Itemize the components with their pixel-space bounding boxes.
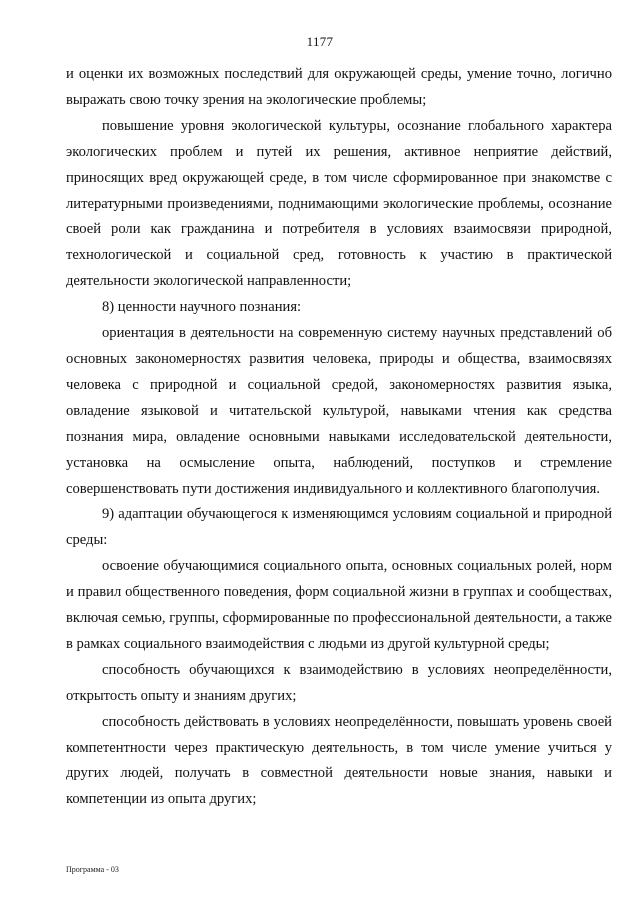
paragraph-social-experience: освоение обучающимися социального опыта, основных социальных ролей, норм и правил общественного поведения, форм социальной жизни в группах и сообществах, включая семью, группы, сформированные по профессиональной деятельности, а также в рамках социального взаимодействия с людьми из другой культурной среды; <box>66 558 612 652</box>
paragraph-act-under-uncertainty: способность действовать в условиях неопределённости, повышать уровень своей компетентности через практическую деятельность, в том числе умение учиться у других людей, получать в совместной деятельности новые знания, навыки и компетенции из опыта других; <box>66 713 612 808</box>
page-number: 1177 <box>306 34 334 49</box>
paragraph-scientific-orientation: ориентация в деятельности на современную систему научных представлений об основных закономерностях развития человека, природы и общества, взаимосвязях человека с природной и социальной средой, закономерностях развития языка, овладение языковой и читательской культурой, навыками чтения как средства познания мира, овладение основными навыками исследовательской деятельности, установка на осмысление опыта, наблюдений, поступков и стремление совершенствовать пути достижения индивидуального и коллективного благополучия. <box>66 325 612 497</box>
paragraph-ecological-culture: повышение уровня экологической культуры, осознание глобального характера экологических проблем и путей их решения, активное неприятие действий, приносящих вред окружающей среде, в том числе сформированное при знакомстве с литературными произведениями, поднимающими экологические проблемы, осознание своей роли как гражданина и потребителя в условиях взаимосвязи природной, технологической и социальной сред, готовность к участию в практической деятельности экологической направленности; <box>66 117 612 290</box>
section-heading-scientific-knowledge: 8) ценности научного познания: <box>102 299 302 316</box>
paragraph-interaction-ability: способность обучающихся к взаимодействию в условиях неопределённости, открытость опыту и знаниям других; <box>66 661 612 704</box>
document-body <box>66 62 612 813</box>
paragraph-continuation: и оценки их возможных последствий для окружающей среды, умение точно, логично выражать свою точку зрения на экологические проблемы; <box>66 66 612 108</box>
footer-program-label: Программа - 03 <box>66 865 119 874</box>
section-heading-adaptation: 9) адаптации обучающегося к изменяющимся условиям социальной и природной среды: <box>66 506 612 549</box>
